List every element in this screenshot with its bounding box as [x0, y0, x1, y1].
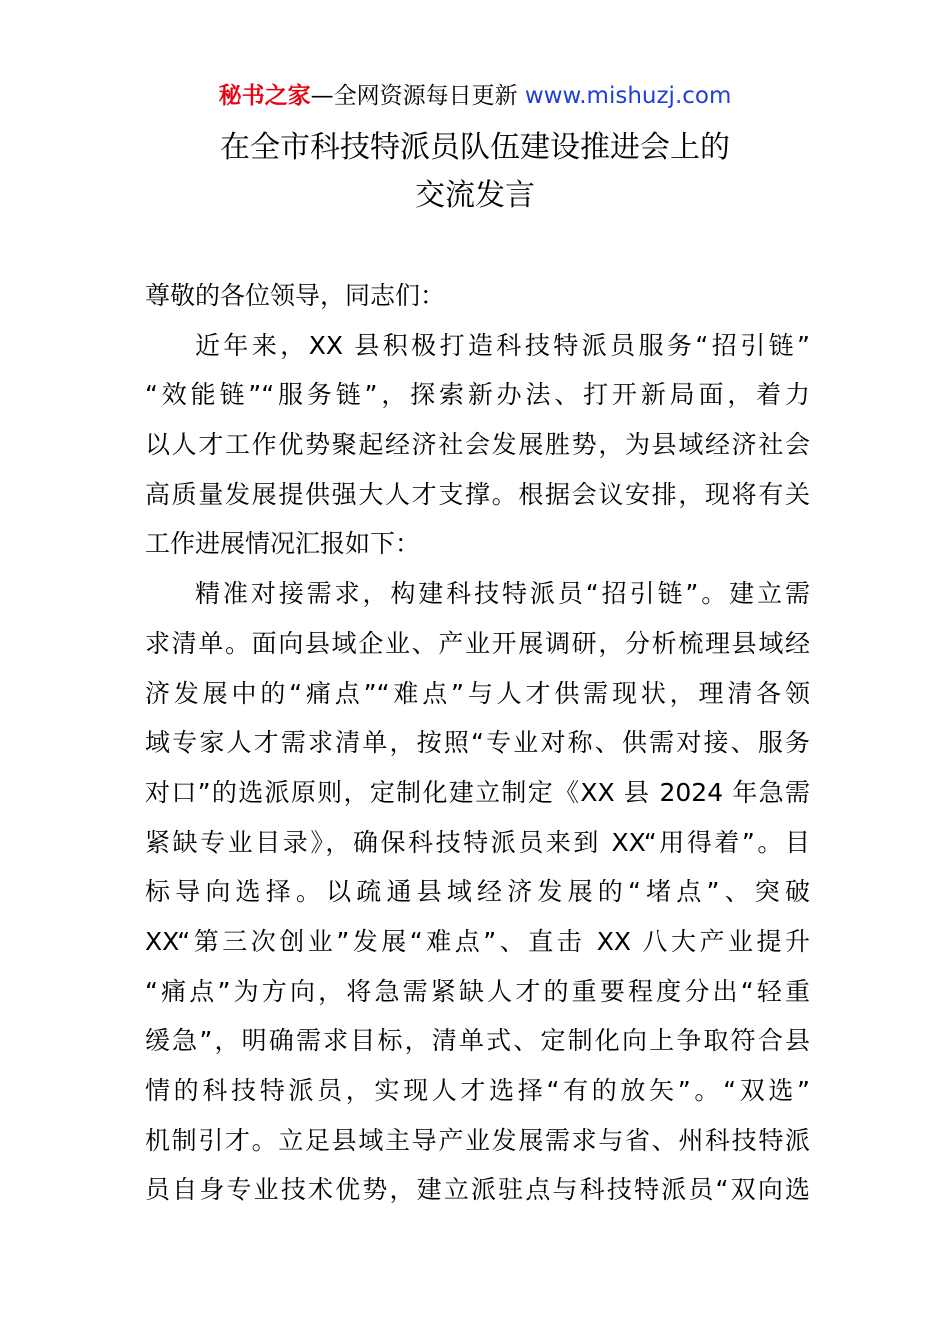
body-line: 以人才工作优势聚起经济社会发展胜势，为县域经济社会: [145, 430, 810, 460]
body-line: 对口”的选派原则，定制化建立制定《XX 县 2024 年急需: [145, 777, 810, 807]
body-line: 机制引才。立足县域主导产业发展需求与省、州科技特派: [145, 1125, 810, 1155]
body-line: “痛点”为方向，将急需紧缺人才的重要程度分出“轻重: [145, 976, 810, 1006]
document-title-line-1: 在全市科技特派员队伍建设推进会上的: [220, 130, 730, 165]
body-line: 员自身专业技术优势，建立派驻点与科技特派员“双向选: [145, 1175, 810, 1205]
body-line: 情的科技特派员，实现人才选择“有的放矢”。“双选”: [145, 1076, 810, 1105]
body-line: 工作进展情况汇报如下：: [145, 529, 421, 559]
salutation: 尊敬的各位领导，同志们：: [145, 281, 446, 310]
site-url-link[interactable]: www.mishuzj.com: [524, 83, 732, 109]
body-line: 标导向选择。以疏通县域经济发展的“堵点”、突破: [145, 877, 810, 907]
body-line: 缓急”，明确需求目标，清单式、定制化向上争取符合县: [145, 1026, 810, 1056]
body-line: XX“第三次创业”发展“难点”、直击 XX 八大产业提升: [145, 926, 810, 956]
site-header: [0, 80, 950, 112]
brand-name: 秘书之家: [218, 83, 311, 109]
body-line: 紧缺专业目录》，确保科技特派员来到 XX“用得着”。目: [145, 827, 810, 857]
body-line: 高质量发展提供强大人才支撑。根据会议安排，现将有关: [145, 479, 810, 509]
header-tagline: —全网资源每日更新: [310, 83, 525, 109]
body-line: “效能链”“服务链”，探索新办法、打开新局面，着力: [145, 380, 810, 410]
body-line: 精准对接需求，构建科技特派员“招引链”。建立需: [195, 579, 810, 609]
document-title-line-2: 交流发言: [415, 178, 535, 213]
document-body: [145, 271, 810, 1215]
body-line: 济发展中的“痛点”“难点”与人才供需现状，理清各领: [145, 678, 810, 708]
body-line: 求清单。面向县域企业、产业开展调研，分析梳理县域经: [145, 628, 810, 658]
body-line: 近年来，XX 县积极打造科技特派员服务“招引链”: [195, 330, 810, 360]
body-line: 域专家人才需求清单，按照“专业对称、供需对接、服务: [145, 728, 810, 758]
